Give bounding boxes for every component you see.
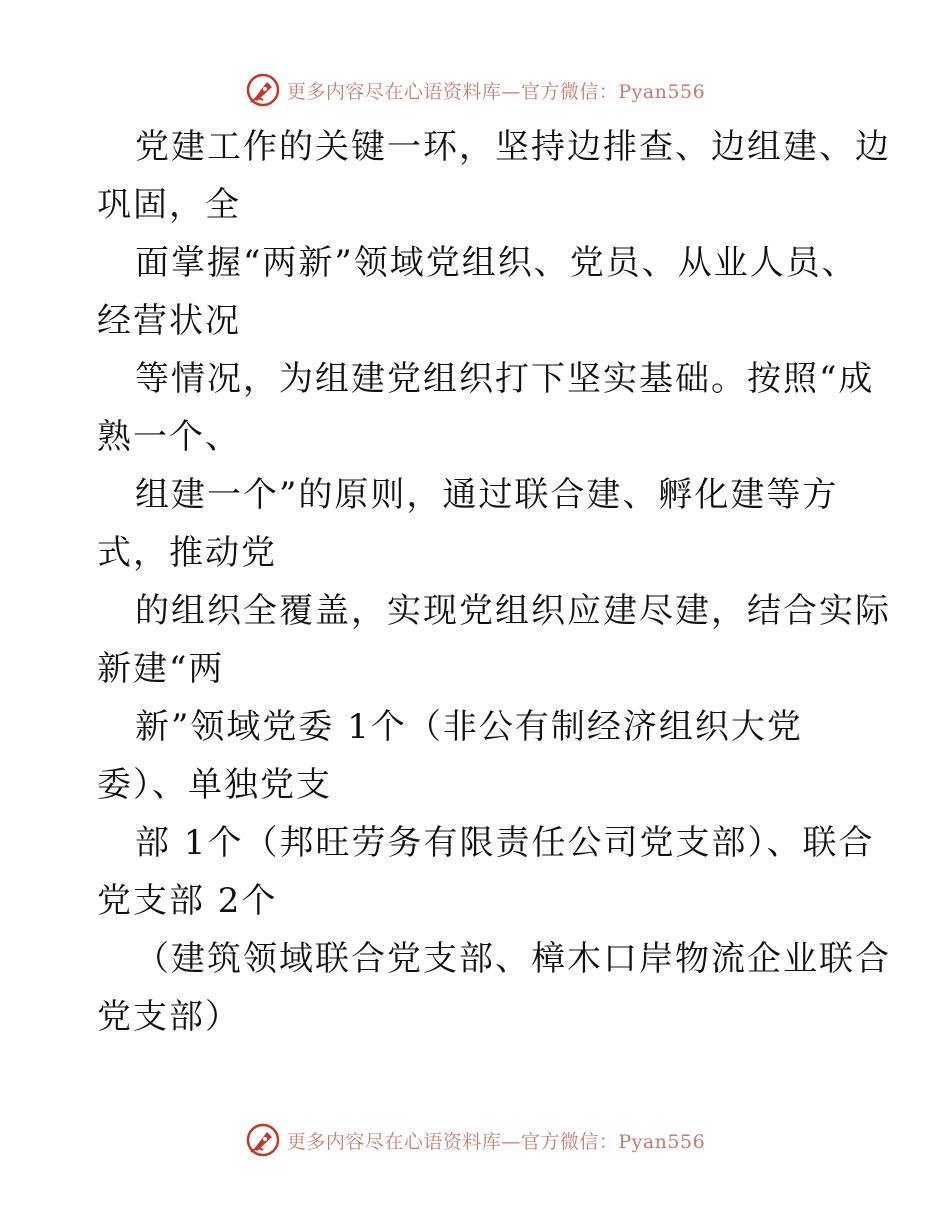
document-body xyxy=(97,118,891,1046)
pen-nib-logo-icon xyxy=(245,72,281,108)
watermark-text: 更多内容尽在心语资料库—官方微信：Pyan556 xyxy=(286,1130,706,1153)
body-line: 经营状况 xyxy=(97,301,241,341)
body-line: 委）、单独党支 xyxy=(97,765,332,805)
body-line: 新建“两 xyxy=(97,649,225,689)
body-line: 等情况，为组建党组织打下坚实基础。按照“成 xyxy=(135,359,875,399)
body-line: 党建工作的关键一环，坚持边排查、边组建、边 xyxy=(135,127,891,167)
body-line: 党支部 2个 xyxy=(97,881,278,921)
body-line: 部 1个（邦旺劳务有限责任公司党支部）、联合 xyxy=(135,823,875,863)
body-line: 的组织全覆盖，实现党组织应建尽建，结合实际 xyxy=(135,591,891,631)
body-line: 面掌握“两新”领域党组织、党员、从业人员、 xyxy=(135,243,858,283)
body-line: 党支部） xyxy=(97,997,241,1037)
header-watermark xyxy=(0,68,950,112)
pen-nib-logo-icon xyxy=(245,1122,281,1158)
body-line: 新”领域党委 1个（非公有制经济组织大党 xyxy=(135,707,803,747)
watermark-text: 更多内容尽在心语资料库—官方微信：Pyan556 xyxy=(286,80,706,103)
footer-watermark xyxy=(0,1118,950,1162)
body-line: 组建一个”的原则，通过联合建、孵化建等方 xyxy=(135,475,839,515)
body-line: 巩固，全 xyxy=(97,185,241,225)
body-line: 式，推动党 xyxy=(97,533,277,573)
body-line: （建筑领域联合党支部、樟木口岸物流企业联合 xyxy=(135,939,891,979)
body-line: 熟一个、 xyxy=(97,417,241,457)
